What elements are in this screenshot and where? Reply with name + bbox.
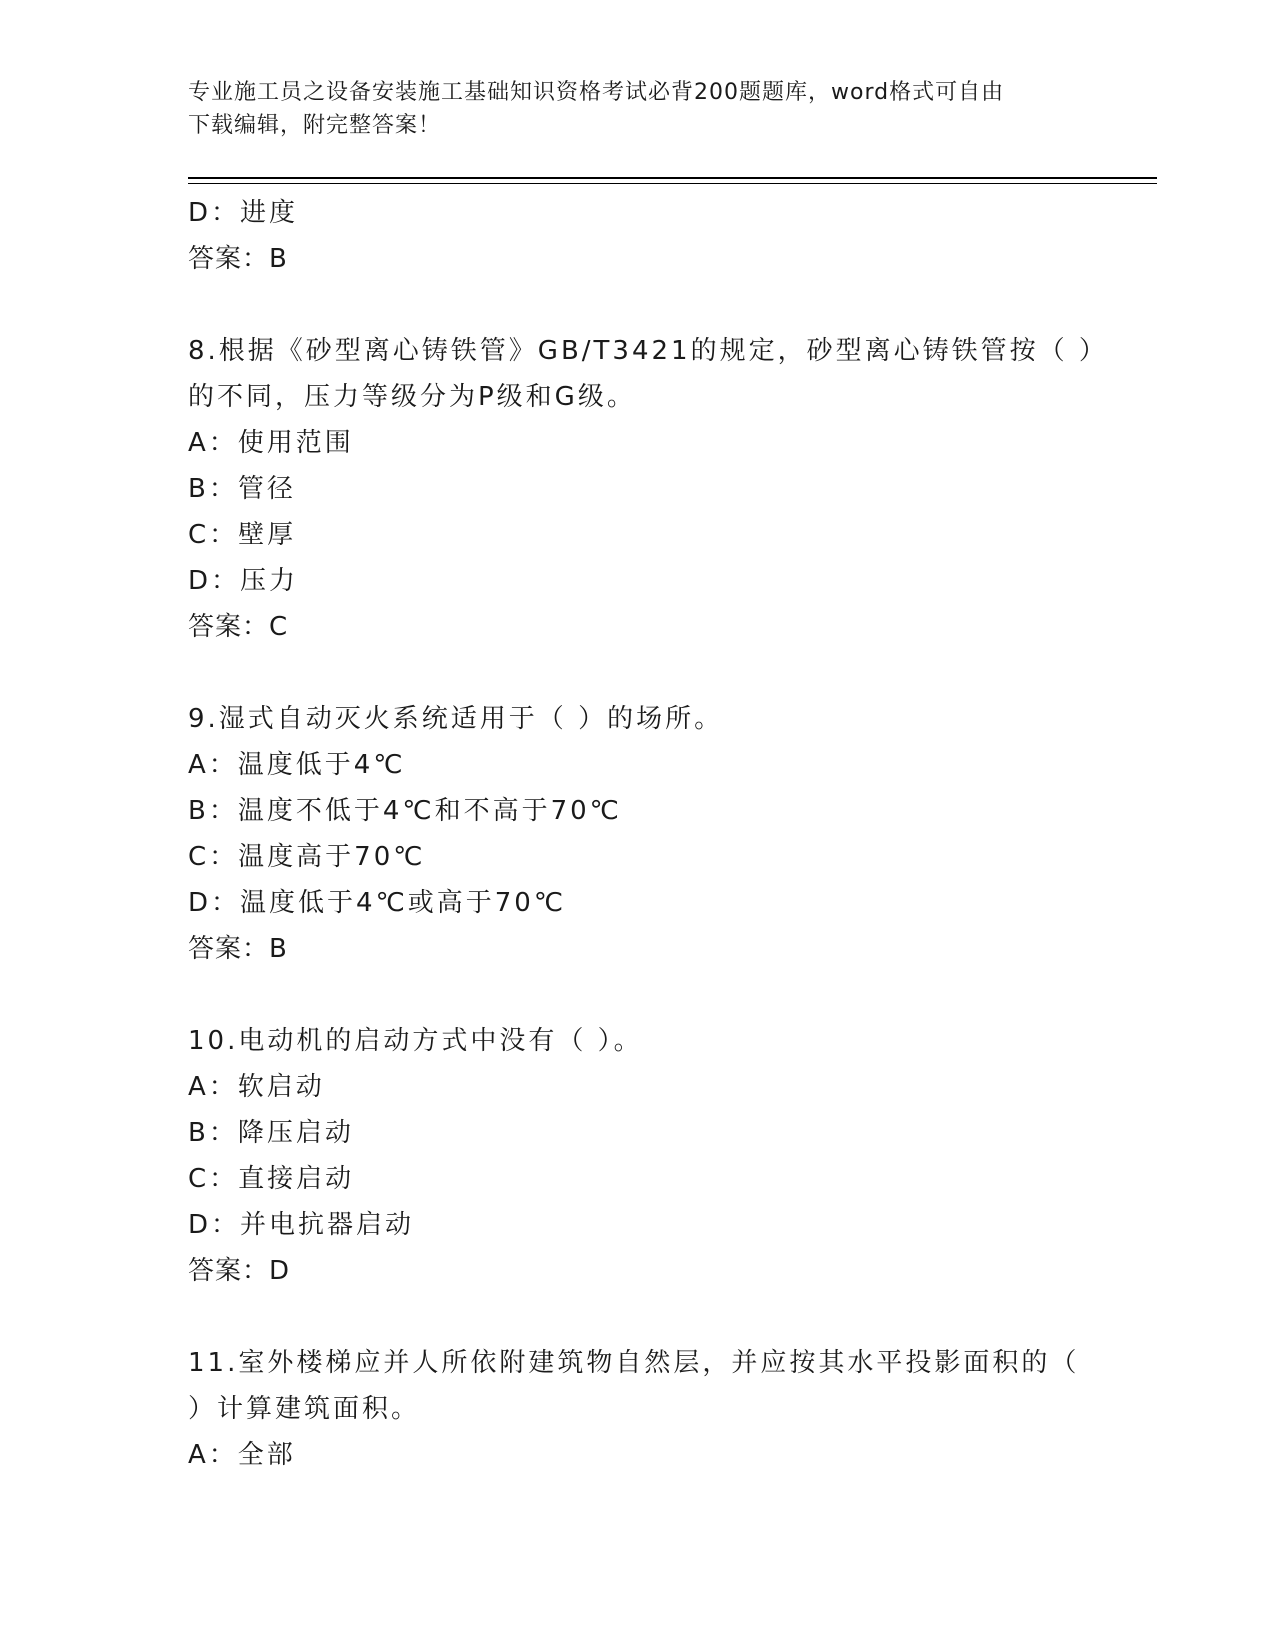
question-stem-line-1: 11.室外楼梯应并人所依附建筑物自然层，并应按其水平投影面积的（ (188, 1348, 1080, 1378)
option-d: D：并电抗器启动 (188, 1210, 415, 1240)
option-d: D：压力 (188, 566, 299, 596)
spacer (188, 650, 1088, 696)
question-stem-line-1: 8.根据《砂型离心铸铁管》GB/T3421的规定，砂型离心铸铁管按（ ） (188, 336, 1108, 366)
spacer (188, 972, 1088, 1018)
answer: 答案：B (188, 934, 288, 964)
question-8 (188, 328, 1108, 650)
question-list (188, 190, 1108, 1478)
option-c: C：直接启动 (188, 1164, 355, 1194)
question-9 (188, 696, 1088, 972)
answer: 答案：D (188, 1256, 291, 1286)
header-divider-thick (188, 177, 1157, 179)
question-stem-line-2: ）计算建筑面积。 (188, 1394, 421, 1424)
option-d: D：温度低于4℃或高于70℃ (188, 888, 567, 918)
header-title-line-1: 专业施工员之设备安装施工基础知识资格考试必背200题题库，word格式可自由 (188, 80, 1005, 105)
header-title-line-2: 下载编辑，附完整答案！ (188, 113, 442, 138)
option-a: A：软启动 (188, 1072, 325, 1102)
prev-option-d: D：进度 (188, 198, 299, 228)
question-stem-line-1: 10.电动机的启动方式中没有（ ）。 (188, 1026, 643, 1056)
option-c: C：壁厚 (188, 520, 297, 550)
question-10 (188, 1018, 1088, 1294)
option-a: A：全部 (188, 1440, 296, 1470)
option-c: C：温度高于70℃ (188, 842, 426, 872)
question-11 (188, 1340, 1088, 1478)
header-divider-thin (188, 183, 1157, 184)
option-a: A：使用范围 (188, 428, 354, 458)
prev-answer: 答案：B (188, 244, 288, 274)
option-b: B：温度不低于4℃和不高于70℃ (188, 796, 622, 826)
spacer (188, 1294, 1088, 1340)
spacer (188, 282, 1088, 328)
option-b: B：降压启动 (188, 1118, 354, 1148)
page-header (188, 76, 1078, 142)
answer: 答案：C (188, 612, 289, 642)
option-a: A：温度低于4℃ (188, 750, 406, 780)
option-b: B：管径 (188, 474, 296, 504)
question-stem-line-1: 9.湿式自动灭火系统适用于（ ）的场所。 (188, 704, 724, 734)
question-stem-line-2: 的不同，压力等级分为P级和G级。 (188, 382, 636, 412)
